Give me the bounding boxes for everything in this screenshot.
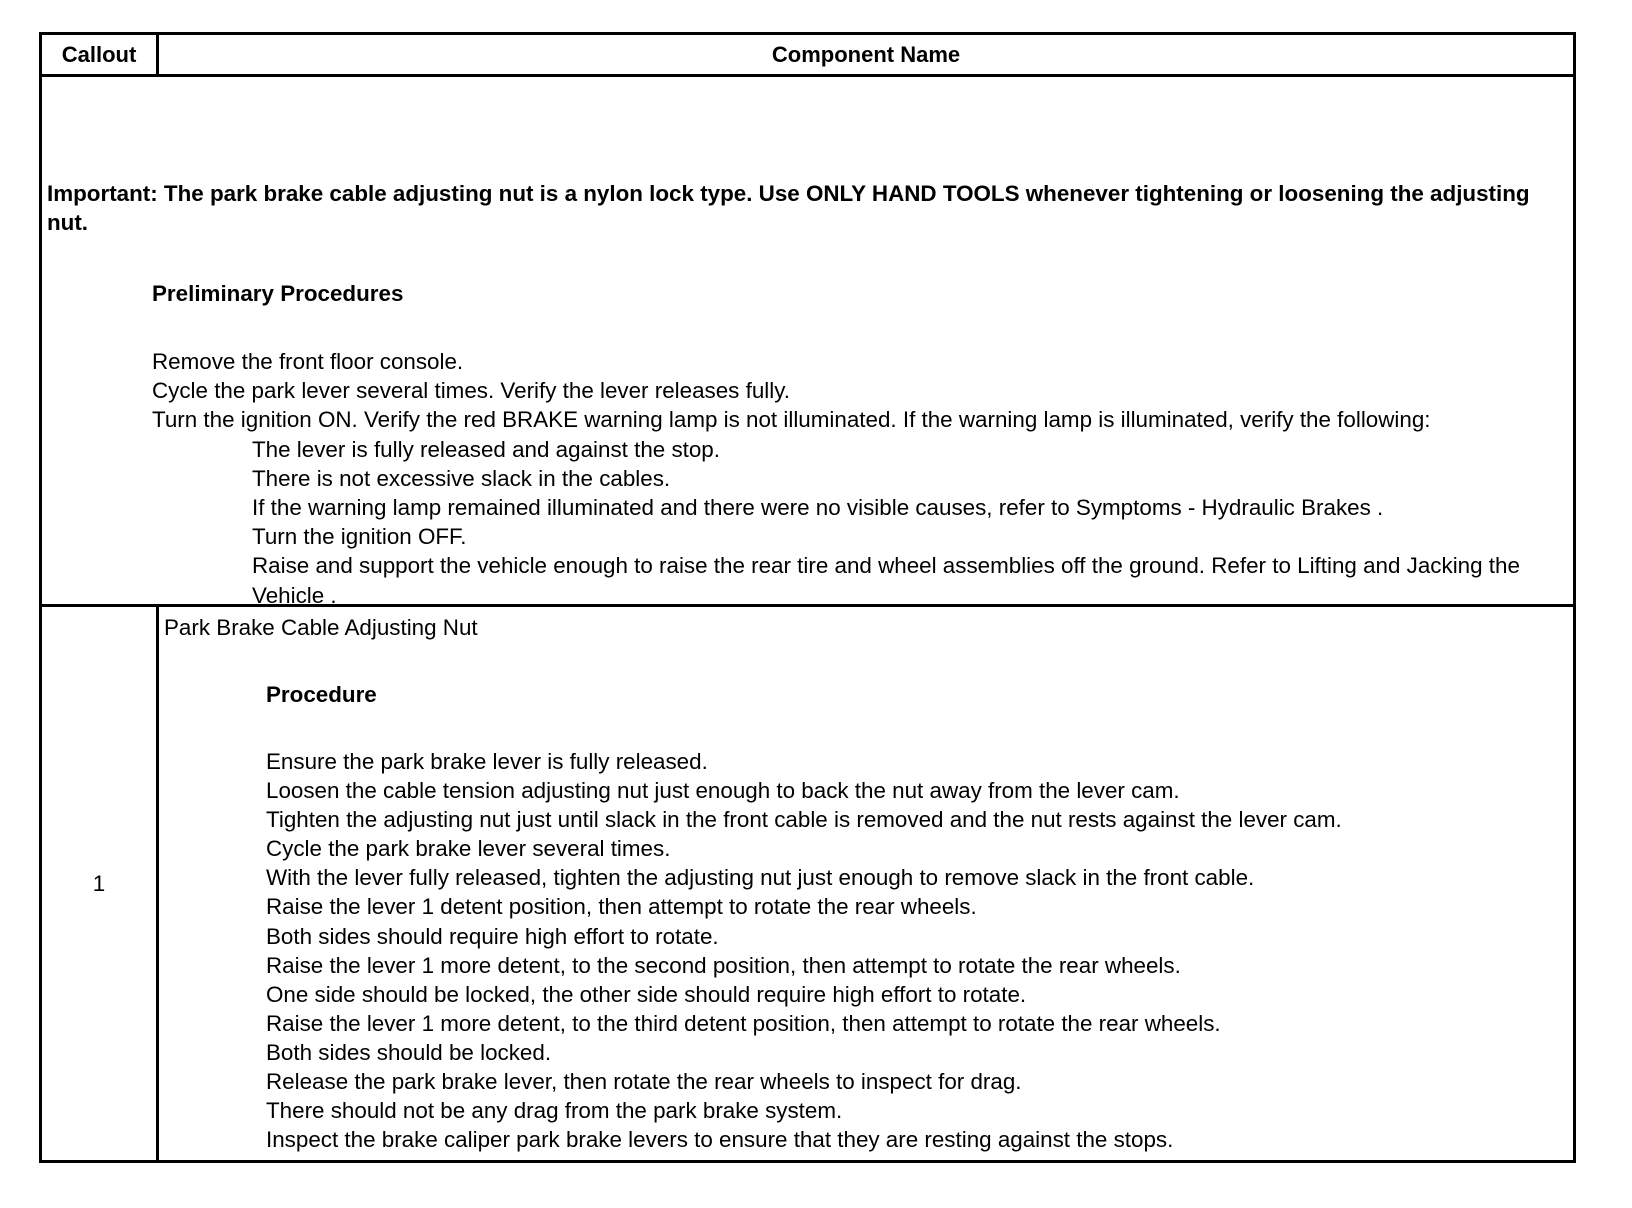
list-item: Cycle the park lever several times. Verify the lever releases fully. <box>152 378 790 404</box>
preliminary-sub-steps-list <box>152 435 1567 610</box>
sub-steps-container <box>152 435 1567 610</box>
list-item: Tighten the adjusting nut just until slack in the front cable is removed and the nut rests against the lever cam. <box>266 807 1342 833</box>
list-item: Ensure the park brake lever is fully released. <box>266 749 708 774</box>
list-item: Remove the front floor console. <box>152 349 464 374</box>
list-item: One side should be locked, the other side should require high effort to rotate. <box>266 981 1027 1007</box>
list-item: With the lever fully released, tighten the adjusting nut just enough to remove slack in the front cable. <box>266 865 1255 891</box>
list-item: Loosen the cable tension adjusting nut just enough to back the nut away from the lever cam. <box>266 778 1180 804</box>
procedure-table <box>39 32 1576 1163</box>
preliminary-procedures-heading: Preliminary Procedures <box>152 281 404 306</box>
list-item: The lever is fully released and against the stop. <box>252 436 720 462</box>
component-name: Park Brake Cable Adjusting Nut <box>164 615 478 640</box>
component-name-column-header: Component Name <box>771 41 961 67</box>
list-item: Inspect the brake caliper park brake levers to ensure that they are resting against the stops. <box>266 1127 1174 1153</box>
list-item: Release the park brake lever, then rotate the rear wheels to inspect for drag. <box>266 1069 1022 1095</box>
procedure-steps-list <box>266 747 1573 1154</box>
component-cell <box>159 607 1573 1160</box>
preliminary-steps-list <box>152 347 1567 610</box>
callout-column-header: Callout <box>42 35 159 74</box>
list-item: Raise the lever 1 more detent, to the third detent position, then attempt to rotate the rear wheels. <box>266 1010 1221 1036</box>
list-item: Raise the lever 1 more detent, to the second position, then attempt to rotate the rear wheels. <box>266 952 1181 978</box>
list-item: There should not be any drag from the park brake system. <box>266 1098 843 1124</box>
list-item: Both sides should be locked. <box>266 1039 552 1065</box>
list-item: Raise and support the vehicle enough to raise the rear tire and wheel assemblies off the ground. Refer to Lifting and Jacking the Vehicle . <box>252 553 1520 608</box>
intro-row <box>42 77 1573 607</box>
table-header-row <box>42 35 1573 77</box>
list-item: Cycle the park brake lever several times. <box>266 836 671 862</box>
procedure-heading: Procedure <box>266 682 377 707</box>
table-row <box>42 607 1573 1160</box>
callout-number: 1 <box>42 607 159 1160</box>
list-item: There is not excessive slack in the cables. <box>252 465 671 491</box>
important-note: Important: The park brake cable adjusting nut is a nylon lock type. Use ONLY HAND TOOLS whenever tightening or loosening the adjusting nut. <box>47 181 1530 235</box>
list-item: Turn the ignition ON. Verify the red BRAKE warning lamp is not illuminated. If the warning lamp is illuminated, verify the following: <box>152 407 1431 433</box>
list-item: Raise the lever 1 detent position, then attempt to rotate the rear wheels. <box>266 894 977 920</box>
intro-cell <box>47 77 1567 608</box>
list-item: If the warning lamp remained illuminated and there were no visible causes, refer to Symptoms - Hydraulic Brakes . <box>252 495 1384 521</box>
list-item: Turn the ignition OFF. <box>252 524 467 550</box>
list-item: Both sides should require high effort to rotate. <box>266 923 719 949</box>
